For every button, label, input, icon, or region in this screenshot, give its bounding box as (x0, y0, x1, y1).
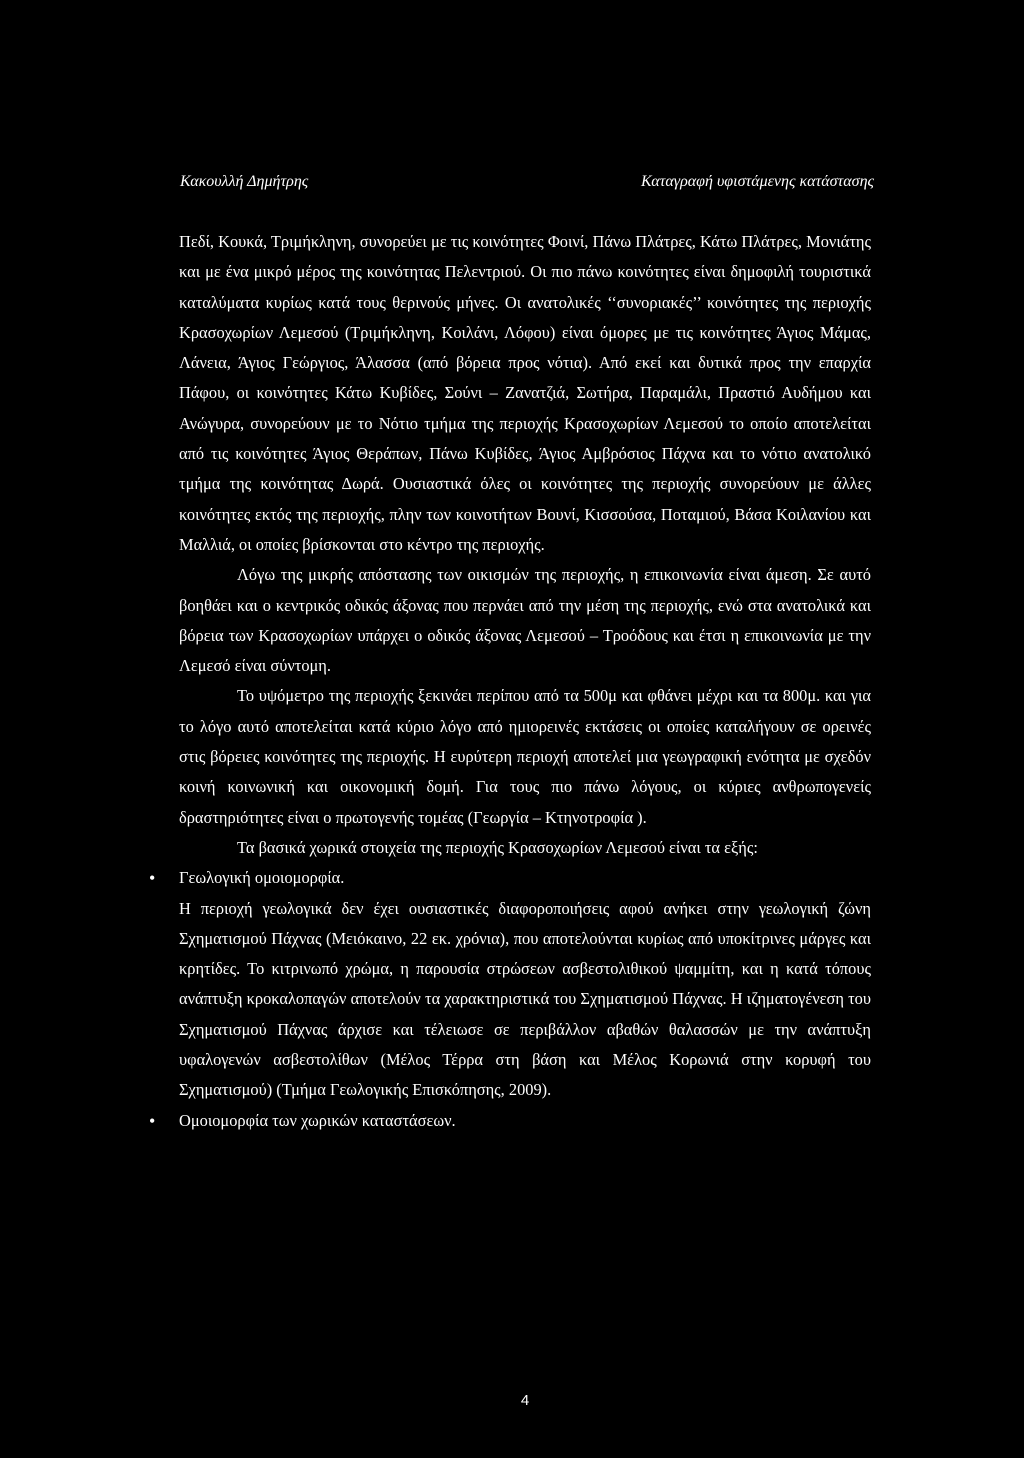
bullet-label: Ομοιομορφία των χωρικών καταστάσεων. (179, 1110, 456, 1130)
paragraph-spatial-elements-intro: Τα βασικά χωρικά στοιχεία της περιοχής Κρασοχωρίων Λεμεσού είναι τα εξής: (237, 837, 758, 857)
bullet-item-geology (149, 863, 871, 893)
bullet-icon: • (149, 1110, 156, 1131)
bullet-label: Γεωλογική ομοιομορφία. (179, 868, 345, 888)
bullet-icon: • (149, 868, 156, 889)
paragraph-communication: Λόγω της μικρής απόστασης των οικισμών της περιοχής, η επικοινωνία είναι άμεση. Σε αυτό βοηθάει και ο κεντρικός οδικός άξονας που περνάει από την μέση της περιοχής, ενώ στα ανατολικά και βόρεια των Κρασοχωρίων υπάρχει ο οδικός άξονας Λεμεσού – Τροόδους και έτσι η επικοινωνία με την Λεμεσό είναι σύντομη. (179, 565, 871, 676)
paragraph-altitude: Το υψόμετρο της περιοχής ξεκινάει περίπου από τα 500μ και φθάνει μέχρι και τα 800μ. και για το λόγο αυτό αποτελείται κατά κύριο λόγο από ημιορεινές εκτάσεις οι οποίες καταλήγουν σε ορεινές στις βόρειες κοινότητες της περιοχής. Η ευρύτερη περιοχή αποτελεί μια γεωγραφική ενότητα με σχεδόν κοινή κοινωνική και οικονομική δομή. Για τους πιο πάνω λόγους, οι κύριες ανθρωπογενείς δραστηριότητες είναι ο πρωτογενής τομέας (Γεωργία – Κτηνοτροφία ). (179, 686, 871, 827)
header-author: Κακουλλή Δημήτρης (180, 173, 309, 190)
page-number: 4 (520, 1392, 530, 1409)
header-section-title: Καταγραφή υφιστάμενης κατάστασης (641, 173, 874, 190)
bullet-item-spatial-uniformity (149, 1106, 871, 1136)
document-body (149, 227, 871, 1136)
paragraph-geology: Η περιοχή γεωλογικά δεν έχει ουσιαστικές διαφοροποιήσεις αφού ανήκει στην γεωλογική ζώνη Σχηματισμού Πάχνας (Μειόκαινο, 22 εκ. χρόνια), που αποτελούνται κυρίως από υποκίτρινες μάργες και κρητίδες. Το κιτρινωπό χρώμα, η παρουσία στρώσεων ασβεστολιθικού ψαμμίτη, και η κατά τόπους ανάπτυξη κροκαλοπαγών αποτελούν τα χαρακτηριστικά του Σχηματισμού Πάχνας. Η ιζηματογένεση του Σχηματισμού Πάχνας άρχισε και τέλειωσε σε περιβάλλον αβαθών θαλασσών με την ανάπτυξη υφαλογενών ασβεστολίθων (Μέλος Τέρρα στη βάση και Μέλος Κορωνιά στην κορυφή του Σχηματισμού) (Τμήμα Γεωλογικής Επισκόπησης, 2009). (179, 898, 871, 1100)
paragraph-borders: Πεδί, Κουκά, Τριμήκληνη, συνορεύει με τις κοινότητες Φοινί, Πάνω Πλάτρες, Κάτω Πλάτρες, Μονιάτης και με ένα μικρό μέρος της κοινότητας Πελεντριού. Οι πιο πάνω κοινότητες είναι δημοφιλή τουριστικά καταλύματα κυρίως κατά τους θερινούς μήνες. Οι ανατολικές ‘‘συνοριακές’’ κοινότητες της περιοχής Κρασοχωρίων Λεμεσού (Τριμήκληνη, Κοιλάνι, Λόφου) είναι όμορες με τις κοινότητες Άγιος Μάμας, Λάνεια, Άγιος Γεώργιος, Άλασσα (από βόρεια προς νότια). Από εκεί και δυτικά προς την επαρχία Πάφου, οι κοινότητες Κάτω Κυβίδες, Σούνι – Ζανατζιά, Σωτήρα, Παραμάλι, Πραστιό Αυδήμου και Ανώγυρα, συνορεύουν με το Νότιο τμήμα της περιοχής Κρασοχωρίων Λεμεσού το οποίο αποτελείται από τις κοινότητες Άγιος Θεράπων, Πάνω Κυβίδες, Άγιος Αμβρόσιος Πάχνα και το νότιο ανατολικό τμήμα της κοινότητας Δωρά. Ουσιαστικά όλες οι κοινότητες της περιοχής συνορεύουν με άλλες κοινότητες εκτός της περιοχής, πλην των κοινοτήτων Βουνί, Κισσούσα, Ποταμιού, Βάσα Κοιλανίου και Μαλλιά, οι οποίες βρίσκονται στο κέντρο της περιοχής. (179, 232, 871, 554)
